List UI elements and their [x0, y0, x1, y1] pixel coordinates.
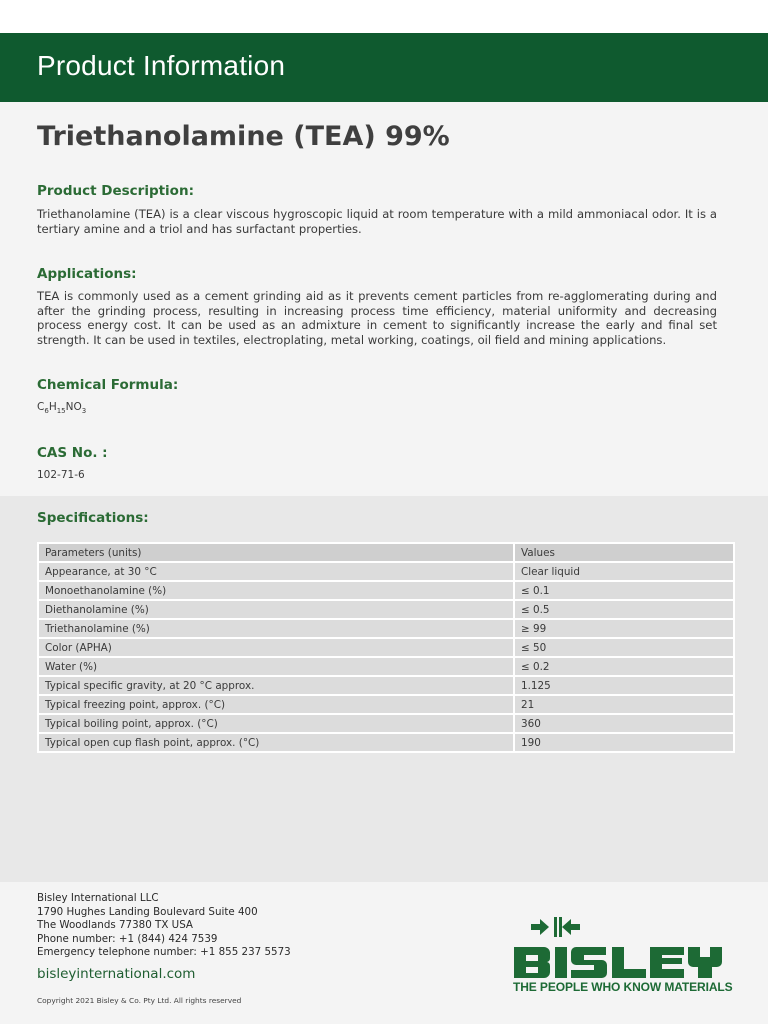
- formula-heading: Chemical Formula:: [37, 377, 179, 393]
- cas-value: 102-71-6: [37, 469, 85, 481]
- applications-heading: Applications:: [37, 266, 137, 282]
- value-cell: 1.125: [514, 676, 734, 695]
- value-cell: 360: [514, 714, 734, 733]
- table-row: [38, 657, 734, 676]
- parameter-cell: Typical boiling point, approx. (°C): [38, 714, 514, 733]
- company-name: Bisley International LLC: [37, 892, 159, 904]
- emergency-number: Emergency telephone number: +1 855 237 5573: [37, 946, 291, 958]
- cas-heading: CAS No. :: [37, 445, 108, 461]
- value-cell: ≤ 0.1: [514, 581, 734, 600]
- table-row: [38, 714, 734, 733]
- table-row: [38, 581, 734, 600]
- table-row: [38, 733, 734, 752]
- table-header-row: [38, 543, 734, 562]
- parameter-cell: Water (%): [38, 657, 514, 676]
- value-cell: Clear liquid: [514, 562, 734, 581]
- chemical-formula: $C_6H_{15}NO_3$: [37, 401, 87, 416]
- double-arrow-icon: [531, 917, 580, 937]
- parameter-cell: Typical specific gravity, at 20 °C approx.: [38, 676, 514, 695]
- parameter-cell: Triethanolamine (%): [38, 619, 514, 638]
- parameter-cell: Typical freezing point, approx. (°C): [38, 695, 514, 714]
- phone-number: Phone number: +1 (844) 424 7539: [37, 932, 218, 945]
- column-header-parameters: Parameters (units): [38, 543, 514, 562]
- applications-text: TEA is commonly used as a cement grinding aid as it prevents cement particles from re-agglomerating during and after the grinding process, resulting in increasing process time efficiency, material uniformity and decreasing process energy cost. It can be used as an admixture in cement to significantly increase the early and final set strength. It can be used in textiles, electroplating, metal working, coatings, oil field and mining applications.: [37, 289, 717, 347]
- value-cell: ≤ 0.2: [514, 657, 734, 676]
- website-link[interactable]: bisleyinternational.com: [37, 966, 196, 982]
- description-text: Triethanolamine (TEA) is a clear viscous hygroscopic liquid at room temperature with a mild ammoniacal odor. It is a tertiary amine and a triol and has surfactant properties.: [37, 207, 717, 236]
- header-banner: [0, 33, 768, 102]
- product-title: Triethanolamine (TEA) 99%: [37, 121, 450, 152]
- table-row: [38, 695, 734, 714]
- parameter-cell: Diethanolamine (%): [38, 600, 514, 619]
- parameter-cell: Monoethanolamine (%): [38, 581, 514, 600]
- specifications-heading: Specifications:: [37, 510, 149, 526]
- parameter-cell: Appearance, at 30 °C: [38, 562, 514, 581]
- specifications-table: [37, 542, 735, 753]
- parameter-cell: Color (APHA): [38, 638, 514, 657]
- table-row: [38, 676, 734, 695]
- value-cell: ≤ 0.5: [514, 600, 734, 619]
- table-row: [38, 638, 734, 657]
- copyright-text: Copyright 2021 Bisley & Co. Pty Ltd. All rights reserved: [37, 996, 242, 1005]
- value-cell: ≥ 99: [514, 619, 734, 638]
- value-cell: ≤ 50: [514, 638, 734, 657]
- description-heading: Product Description:: [37, 183, 194, 199]
- header-title: Product Information: [37, 50, 286, 81]
- table-row: [38, 562, 734, 581]
- value-cell: 21: [514, 695, 734, 714]
- table-row: [38, 619, 734, 638]
- company-address: [37, 892, 291, 960]
- bisley-wordmark: [514, 947, 722, 978]
- column-header-values: Values: [514, 543, 734, 562]
- table-row: [38, 600, 734, 619]
- city-address: The Woodlands 77380 TX USA: [37, 919, 193, 931]
- street-address: 1790 Hughes Landing Boulevard Suite 400: [37, 905, 258, 918]
- logo-tagline: THE PEOPLE WHO KNOW MATERIALS: [513, 980, 733, 994]
- value-cell: 190: [514, 733, 734, 752]
- parameter-cell: Typical open cup flash point, approx. (°C): [38, 733, 514, 752]
